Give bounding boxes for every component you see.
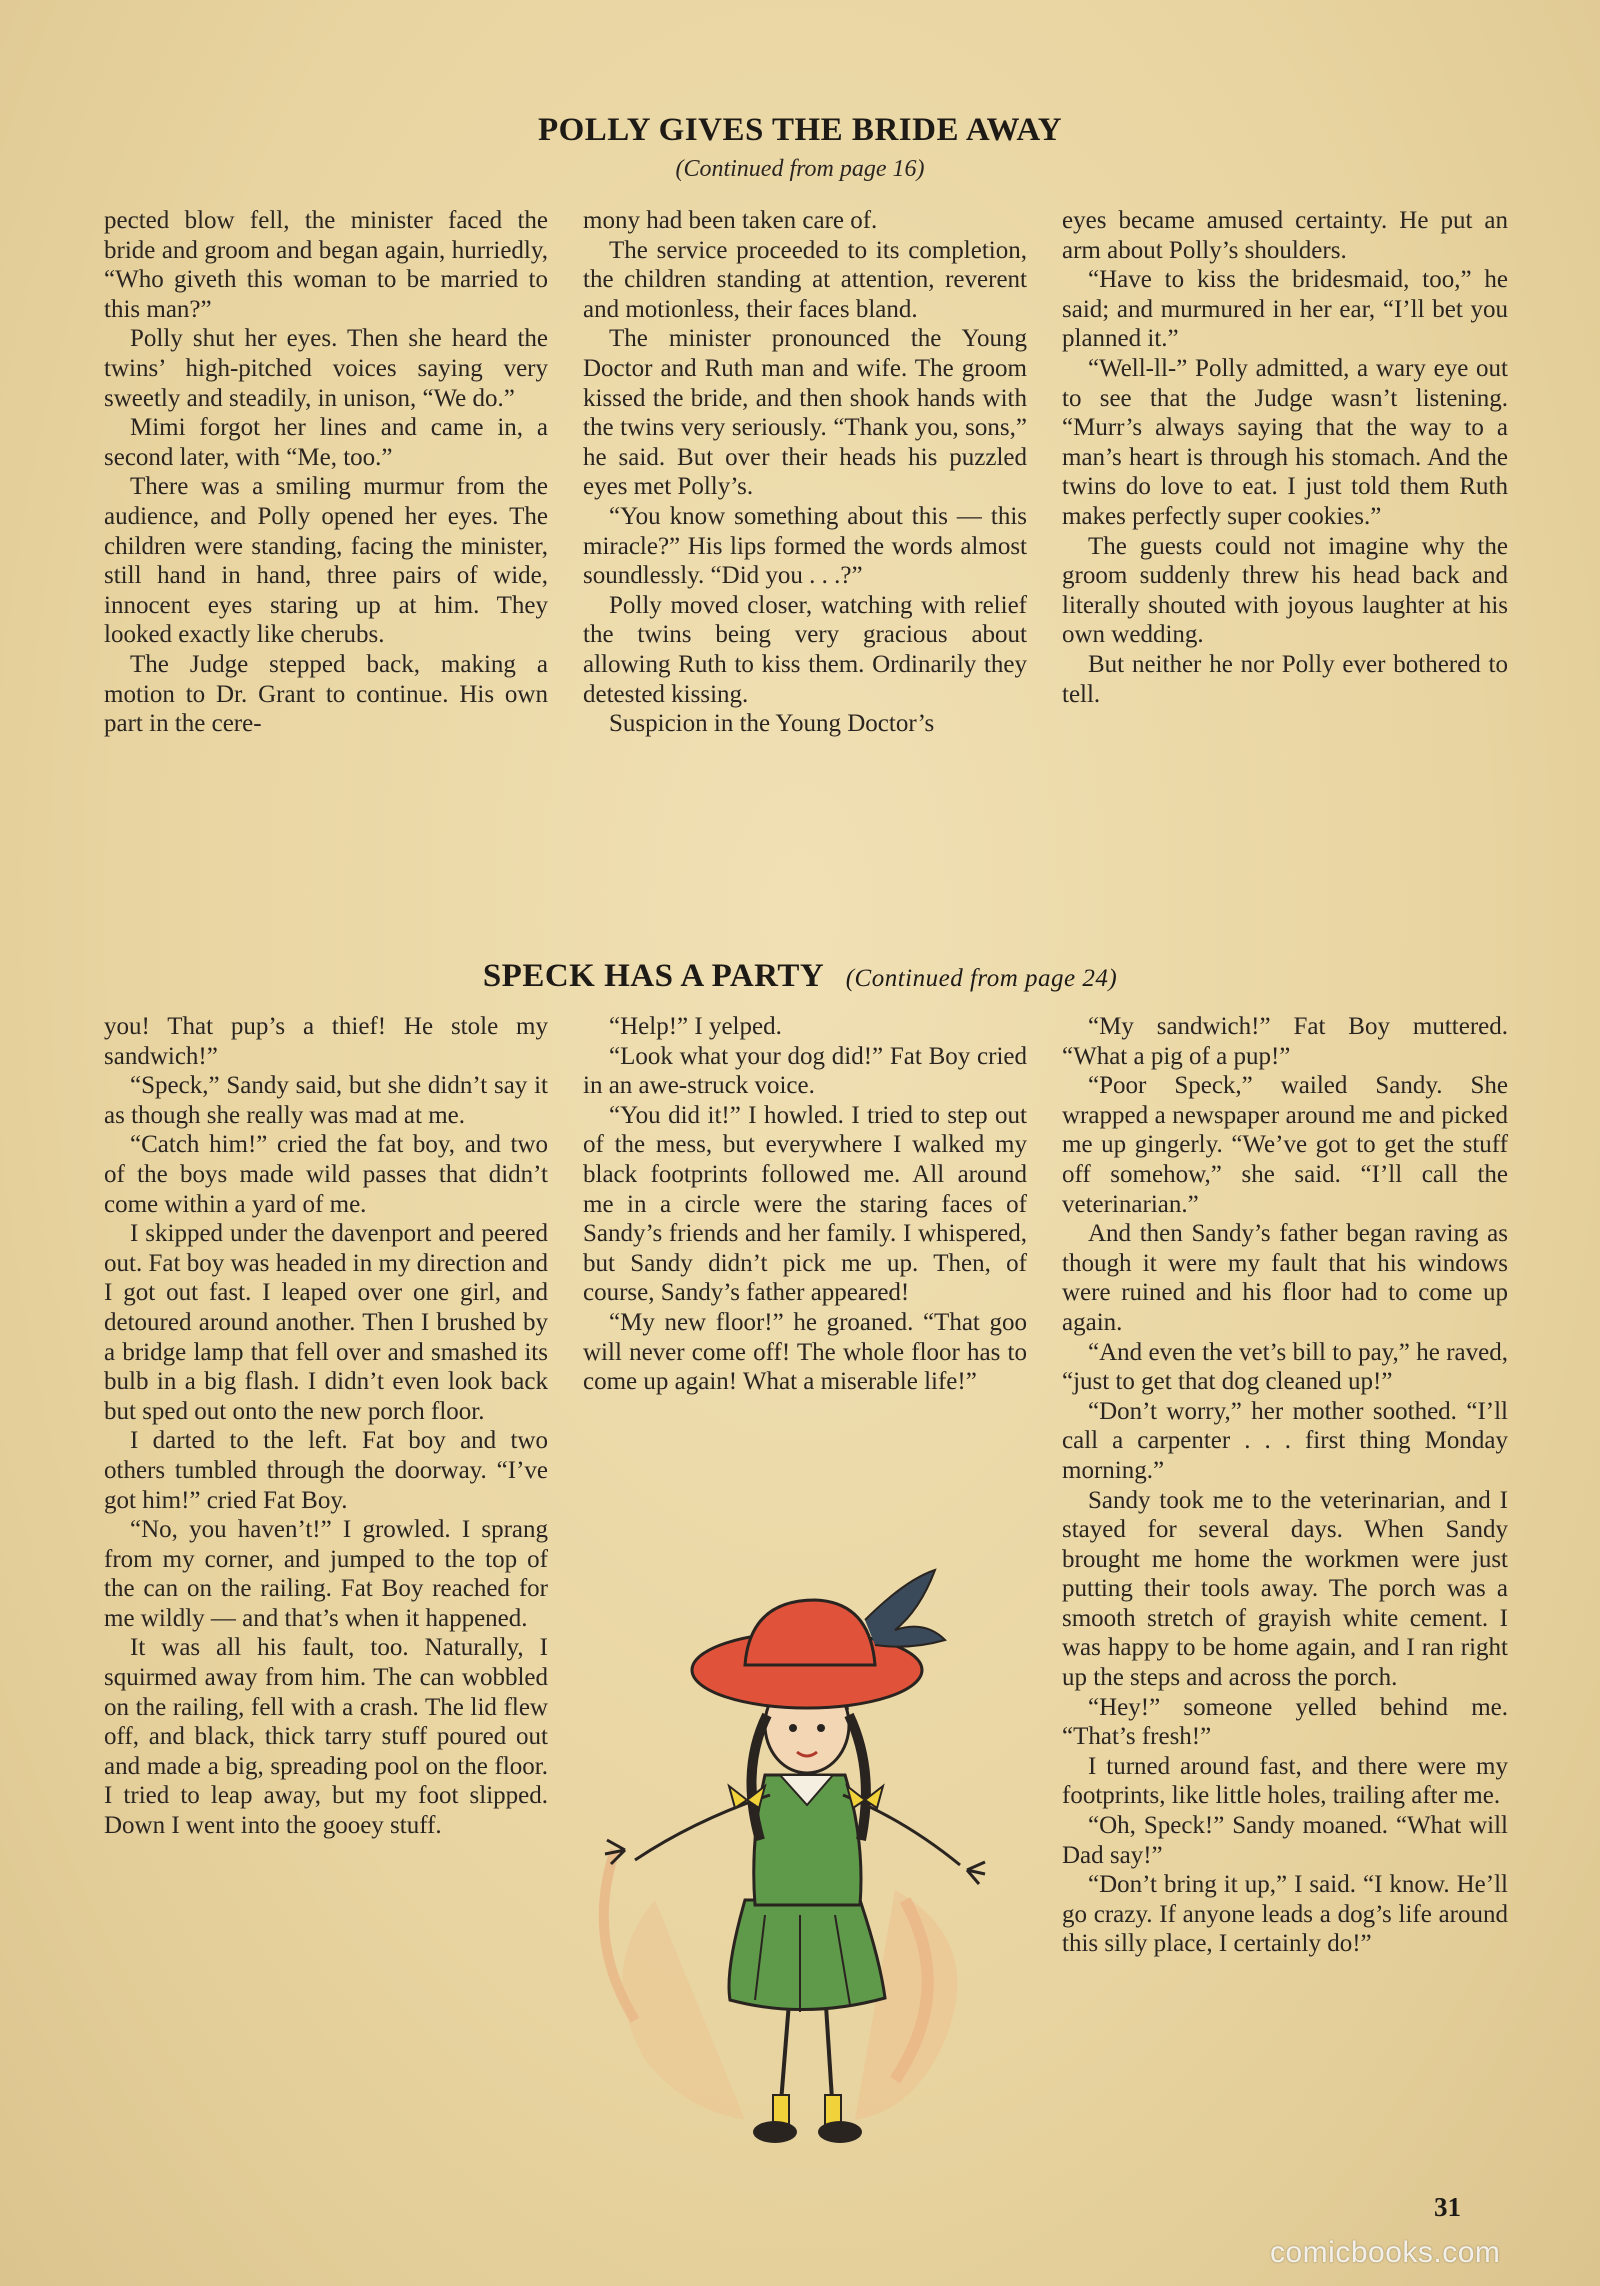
story2-column-3 [1062, 1012, 1508, 2167]
paragraph: But neither he nor Polly ever bothered to tell. [1062, 650, 1508, 708]
paragraph: “You did it!” I howled. I tried to step out of the mess, but everywhere I walked my black footprints followed me. All around me in a circle were the staring faces of Sandy’s friends and her family. I whispered, but Sandy didn’t pick me up. Then, of course, Sandy’s father appeared! [583, 1101, 1027, 1307]
paragraph: “My new floor!” he groaned. “That goo will never come off! The whole floor has to come up again! What a miserable life!” [583, 1308, 1027, 1396]
paragraph: “No, you haven’t!” I growled. I sprang from my corner, and jumped to the top of the can on the railing. Fat Boy reached for me wildly — and that’s when it happened. [104, 1516, 548, 1632]
paragraph: I skipped under the davenport and peered out. Fat boy was headed in my direction and I got out fast. I leaped over one girl, and detoured around another. Then I brushed by a bridge lamp that fell over and smashed its bulb in a big flash. I didn’t even look back but sped out onto the new porch floor. [104, 1220, 548, 1425]
story-title-speck: SPECK HAS A PARTY [482, 958, 823, 994]
story1-column-2 [583, 206, 1027, 876]
paragraph: It was all his fault, too. Naturally, I squirmed away from him. The can wobbled on the railing, fell with a crash. The lid flew off, and black, thick tarry stuff poured out and made a big, spreading pool on the floor. I tried to leap away, but my foot slipped. Down I went into the gooey stuff. [104, 1634, 548, 1840]
paragraph: “Look what your dog did!” Fat Boy cried in an awe-struck voice. [583, 1042, 1027, 1100]
paragraph: “Poor Speck,” wailed Sandy. She wrapped a newspaper around me and picked me up gingerly. “We’ve got to get the stuff off somehow,” she said. “I’ll call the veterinarian.” [1062, 1072, 1508, 1218]
story2-column-2 [583, 1012, 1027, 1512]
paragraph: I darted to the left. Fat boy and two others tumbled through the doorway. “I’ve got him!” cried Fat Boy. [104, 1427, 548, 1514]
continued-from-note: (Continued from page 16) [675, 156, 925, 182]
story2-header [0, 958, 1600, 995]
paragraph: “Speck,” Sandy said, but she didn’t say it as though she really was mad at me. [104, 1072, 548, 1129]
paragraph: “My sandwich!” Fat Boy muttered. “What a pig of a pup!” [1062, 1013, 1508, 1070]
page-number: 31 [1434, 2192, 1461, 2222]
paragraph: “Don’t bring it up,” I said. “I know. He’ll go crazy. If anyone leads a dog’s life around this silly place, I certainly do!” [1062, 1871, 1508, 1958]
paragraph: you! That pup’s a thief! He stole my sandwich!” [104, 1013, 548, 1070]
paragraph: The minister pronounced the Young Doctor and Ruth man and wife. The groom kissed the bride, and then shook hands with the twins very seriously. “Thank you, sons,” he said. But over their heads his puzzled eyes met Polly’s. [583, 325, 1027, 501]
paragraph: “Oh, Speck!” Sandy moaned. “What will Dad say!” [1062, 1812, 1508, 1869]
story-title-polly: POLLY GIVES THE BRIDE AWAY [537, 112, 1063, 148]
paragraph: mony had been taken care of. [583, 207, 878, 234]
paragraph: Suspicion in the Young Doctor’s [609, 710, 935, 738]
paragraph: “You know something about this — this miracle?” His lips formed the words almost soundlessly. “Did you . . .?” [583, 502, 1027, 590]
paragraph: And then Sandy’s father began raving as though it were my fault that his windows were ruined and his floor had to come up again. [1062, 1220, 1508, 1336]
watermark: comicbooks.com [1270, 2236, 1501, 2269]
paragraph: “Hey!” someone yelled behind me. “That’s fresh!” [1062, 1693, 1508, 1751]
paragraph: pected blow fell, the minister faced the bride and groom and began again, hurriedly, “Who giveth this woman to be married to this man?” [104, 207, 548, 323]
story1-column-1 [104, 206, 548, 876]
paragraph: “Help!” I yelped. [609, 1013, 782, 1040]
girl-illustration [575, 1520, 1035, 2180]
paragraph: “Have to kiss the bridesmaid, too,” he said; and murmured in her ear, “I’ll bet you planned it.” [1062, 266, 1508, 353]
continued-from-note: (Continued from page 24) [845, 965, 1118, 992]
paragraph: The Judge stepped back, making a motion to Dr. Grant to continue. His own part in the cere- [104, 650, 548, 738]
paragraph: The guests could not imagine why the groom suddenly threw his head back and literally shouted with joyous laughter at his own wedding. [1062, 532, 1508, 649]
paragraph: “Don’t worry,” her mother soothed. “I’ll call a carpenter . . . first thing Monday morning.” [1062, 1397, 1508, 1484]
paragraph: “Catch him!” cried the fat boy, and two of the boys made wild passes that didn’t come within a yard of me. [104, 1131, 548, 1218]
paragraph: “And even the vet’s bill to pay,” he raved, “just to get that dog cleaned up!” [1062, 1338, 1508, 1396]
paragraph: The service proceeded to its completion, the children standing at attention, reverent and motionless, their faces bland. [583, 236, 1027, 323]
paragraph: Polly moved closer, watching with relief the twins being very gracious about allowing Ruth to kiss them. Ordinarily they detested kissing. [583, 591, 1027, 708]
paragraph: Mimi forgot her lines and came in, a second later, with “Me, too.” [104, 414, 548, 471]
story2-column-1 [104, 1012, 548, 2167]
paragraph: “Well-ll-” Polly admitted, a wary eye out to see that the Judge wasn’t listening. “Murr’s always saying that the way to a man’s heart is through his stomach. And the twins do love to eat. I just told them Ruth makes perfectly super cookies.” [1062, 354, 1508, 530]
story1-column-3 [1062, 206, 1508, 876]
paragraph: There was a smiling murmur from the audience, and Polly opened her eyes. The children were standing, facing the minister, still hand in hand, three pairs of wide, innocent eyes staring up at him. They looked exactly like cherubs. [104, 473, 548, 649]
paragraph: Polly shut her eyes. Then she heard the twins’ high-pitched voices saying very sweetly and steadily, in unison, “We do.” [104, 325, 548, 412]
paragraph: I turned around fast, and there were my footprints, like little holes, trailing after me. [1062, 1752, 1508, 1810]
paragraph: Sandy took me to the veterinarian, and I stayed for several days. When Sandy brought me home the workmen were just putting their tools away. The porch was a smooth stretch of grayish white cement. I was happy to be home again, and I ran right up the steps and across the porch. [1062, 1486, 1508, 1692]
paragraph: eyes became amused certainty. He put an arm about Polly’s shoulders. [1062, 207, 1508, 264]
